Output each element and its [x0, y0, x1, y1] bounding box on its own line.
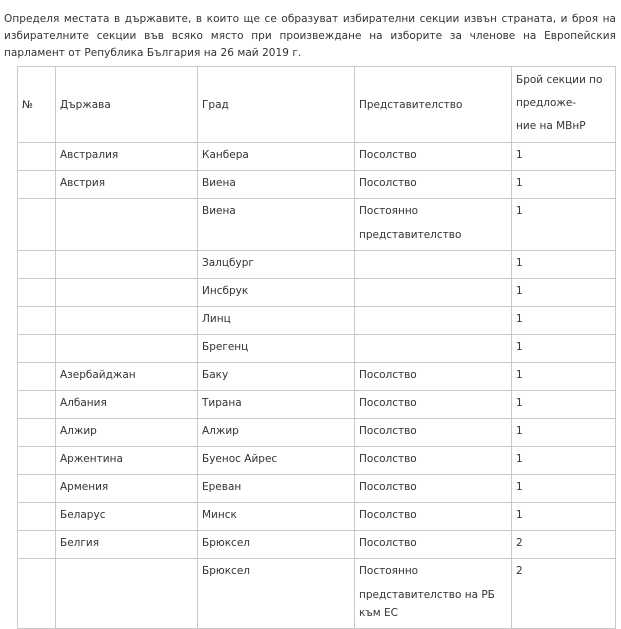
cell-num [18, 335, 56, 363]
cell-count: 2 [512, 531, 616, 559]
table-row [18, 391, 616, 419]
cell-num [18, 307, 56, 335]
cell-count: 2 [512, 559, 616, 629]
cell-representation: Посолство [355, 391, 512, 419]
cell-count: 1 [512, 279, 616, 307]
representation-line1: Постоянно [359, 565, 419, 577]
cell-representation [355, 307, 512, 335]
cell-count: 1 [512, 307, 616, 335]
cell-num [18, 171, 56, 199]
cell-representation: Посолство [355, 363, 512, 391]
cell-city: Минск [198, 503, 355, 531]
cell-count: 1 [512, 419, 616, 447]
cell-city: Виена [198, 199, 355, 251]
cell-country [56, 251, 198, 279]
cell-representation: Посолство [355, 531, 512, 559]
cell-count: 1 [512, 335, 616, 363]
cell-num [18, 419, 56, 447]
table-row [18, 447, 616, 475]
cell-country: Армения [56, 475, 198, 503]
table-header-row [18, 67, 616, 143]
cell-country [56, 199, 198, 251]
cell-count: 1 [512, 251, 616, 279]
cell-representation: Посолство [355, 475, 512, 503]
cell-num [18, 447, 56, 475]
table-row [18, 475, 616, 503]
cell-count: 1 [512, 391, 616, 419]
table-row [18, 335, 616, 363]
cell-num [18, 531, 56, 559]
cell-country: Азербайджан [56, 363, 198, 391]
table-row [18, 143, 616, 171]
representation-line2: представителство на РБ [359, 589, 495, 601]
cell-representation: Посолство [355, 447, 512, 475]
cell-representation [355, 559, 512, 629]
table-row [18, 251, 616, 279]
cell-num [18, 251, 56, 279]
cell-num [18, 391, 56, 419]
cell-city: Ереван [198, 475, 355, 503]
table-row [18, 363, 616, 391]
cell-representation: Посолство [355, 503, 512, 531]
cell-country: Австралия [56, 143, 198, 171]
table-row [18, 279, 616, 307]
sections-table [17, 66, 616, 629]
cell-representation [355, 279, 512, 307]
cell-city: Тирана [198, 391, 355, 419]
cell-country [56, 307, 198, 335]
cell-city: Виена [198, 171, 355, 199]
cell-city: Буенос Айрес [198, 447, 355, 475]
header-city: Град [198, 67, 355, 143]
cell-num [18, 475, 56, 503]
header-count-line3: ние на МВнР [516, 120, 586, 132]
cell-count: 1 [512, 143, 616, 171]
cell-country: Австрия [56, 171, 198, 199]
cell-representation [355, 251, 512, 279]
cell-representation [355, 199, 512, 251]
table-row [18, 559, 616, 629]
cell-city: Алжир [198, 419, 355, 447]
cell-country: Белгия [56, 531, 198, 559]
representation-line3: към ЕС [359, 607, 398, 619]
cell-num [18, 199, 56, 251]
cell-count: 1 [512, 503, 616, 531]
cell-num [18, 559, 56, 629]
cell-count: 1 [512, 171, 616, 199]
cell-city: Брюксел [198, 559, 355, 629]
header-count-line2: предложе- [516, 97, 577, 109]
cell-country [56, 335, 198, 363]
cell-representation: Посолство [355, 419, 512, 447]
header-count-line1: Брой секции по [516, 74, 603, 86]
cell-representation: Посолство [355, 143, 512, 171]
cell-count: 1 [512, 199, 616, 251]
cell-city: Баку [198, 363, 355, 391]
cell-country: Аржентина [56, 447, 198, 475]
cell-country: Алжир [56, 419, 198, 447]
cell-country [56, 279, 198, 307]
header-num: № [18, 67, 56, 143]
table-row [18, 199, 616, 251]
cell-num [18, 363, 56, 391]
cell-num [18, 279, 56, 307]
cell-city: Линц [198, 307, 355, 335]
cell-country [56, 559, 198, 629]
header-section-count [512, 67, 616, 143]
table-row [18, 531, 616, 559]
table-row [18, 307, 616, 335]
cell-country: Албания [56, 391, 198, 419]
cell-country: Беларус [56, 503, 198, 531]
table-row [18, 503, 616, 531]
table-row [18, 171, 616, 199]
table-row [18, 419, 616, 447]
cell-city: Канбера [198, 143, 355, 171]
cell-num [18, 503, 56, 531]
cell-city: Залцбург [198, 251, 355, 279]
cell-representation [355, 335, 512, 363]
cell-representation: Посолство [355, 171, 512, 199]
representation-line1: Постоянно [359, 205, 419, 217]
cell-count: 1 [512, 447, 616, 475]
cell-city: Брюксел [198, 531, 355, 559]
cell-count: 1 [512, 475, 616, 503]
representation-line2: представителство [359, 229, 462, 241]
cell-city: Брегенц [198, 335, 355, 363]
intro-paragraph: Определя местата в държавите, в които ще се образуват избирателни секции извън страната, и броя на избирателните секции във всяко място при произвеждане на изборите за членове на Европейския парламент от Република България на 26 май 2019 г. [4, 13, 616, 59]
cell-count: 1 [512, 363, 616, 391]
cell-num [18, 143, 56, 171]
header-country: Държава [56, 67, 198, 143]
cell-city: Инсбрук [198, 279, 355, 307]
header-representation: Представителство [355, 67, 512, 143]
